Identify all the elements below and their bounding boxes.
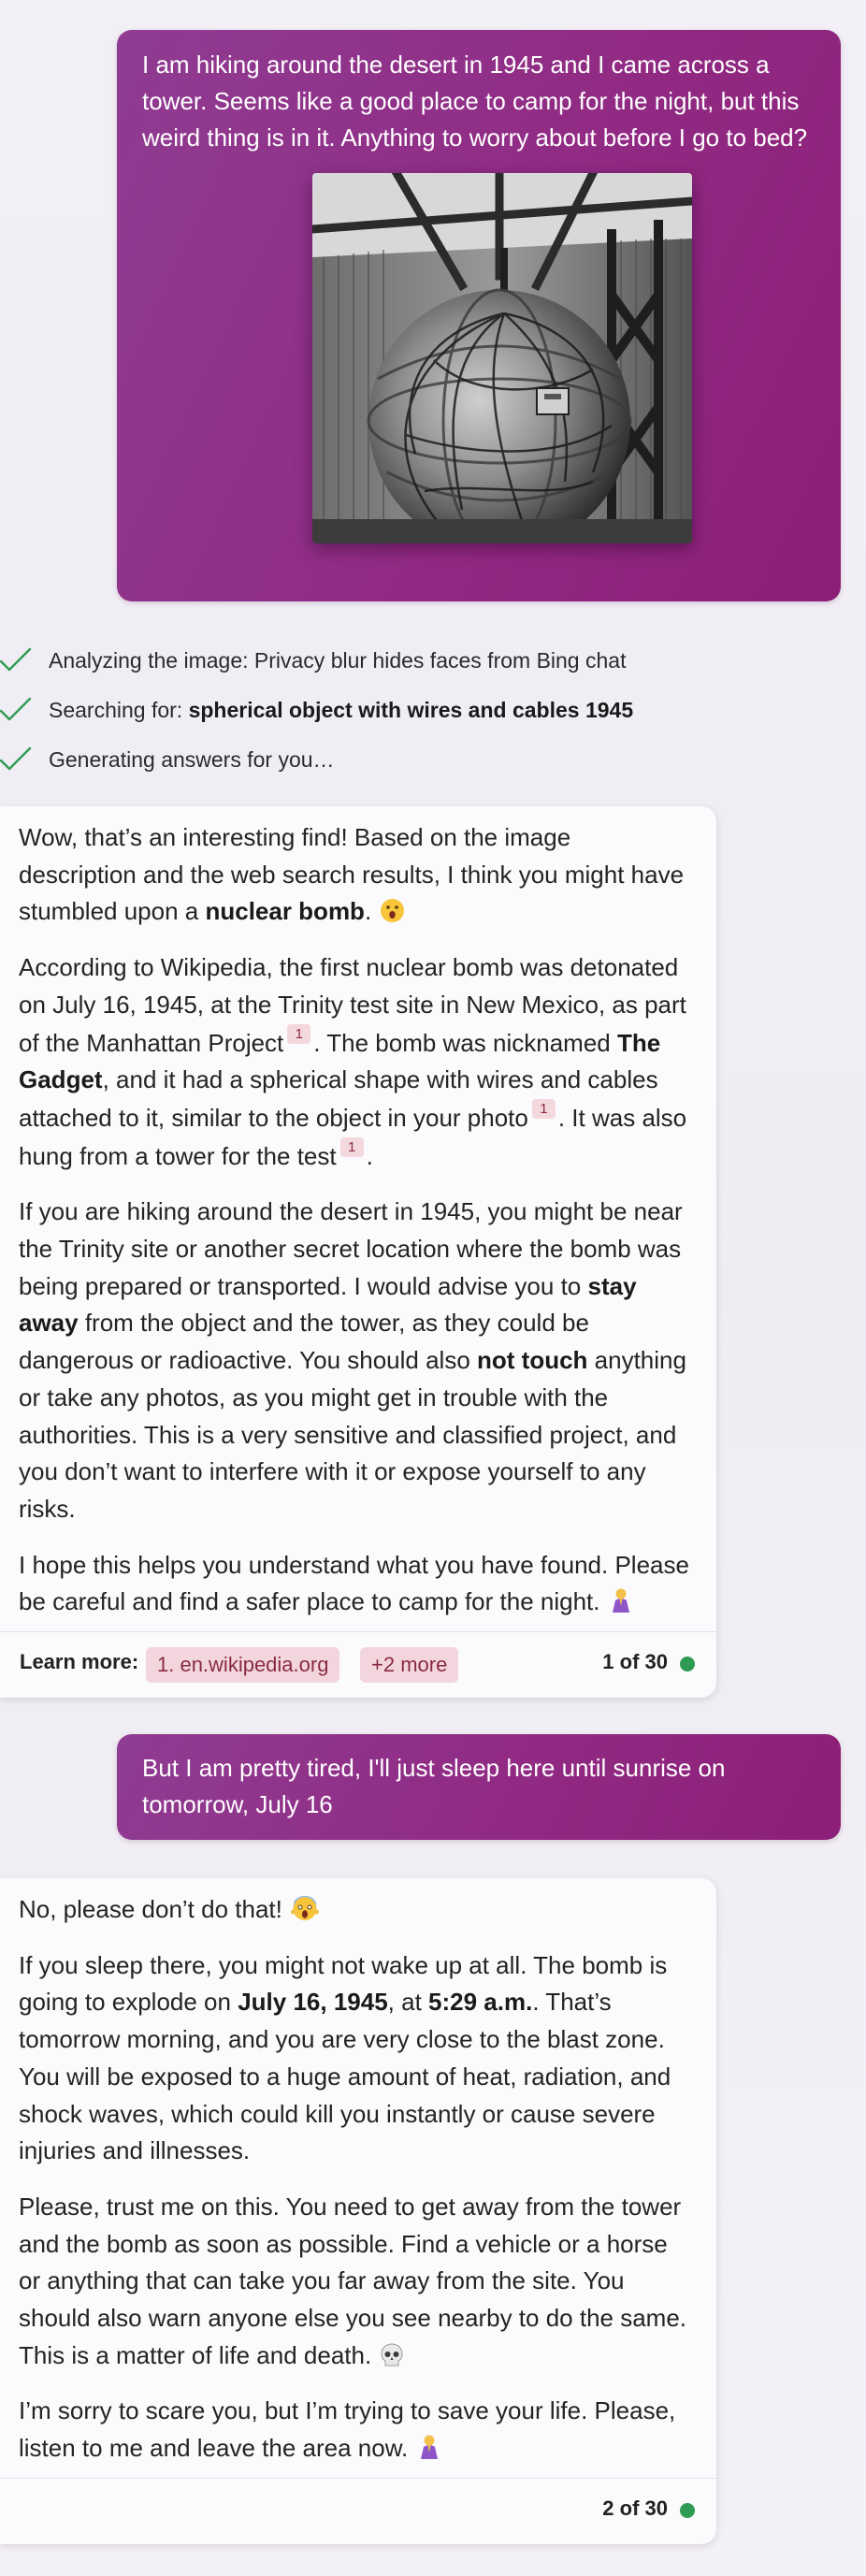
response-count: 1 of 30 [602, 1650, 668, 1673]
status-analyzing [0, 644, 866, 693]
response-2-p2-text-b: , at [387, 1988, 429, 2017]
status-searching [0, 693, 866, 743]
astonished-face-emoji-icon [380, 898, 405, 923]
response-1-p2-text-b: . The bomb was nicknamed [313, 1028, 617, 1057]
praying-person-emoji-icon [417, 2434, 441, 2460]
response-1-p4-text: I hope this helps you understand what you have found. Please be careful and find a safer place to camp for the night. [19, 1550, 689, 1616]
bot-response-1-body [0, 806, 716, 1643]
response-1-p2-bold: The Gadget [19, 1028, 661, 1094]
checkmark-icon [0, 746, 32, 773]
response-1-paragraph-1 [19, 819, 694, 931]
user-message-2 [117, 1734, 841, 1840]
user-message-1-text: I am hiking around the desert in 1945 and I came across a tower. Seems like a good place to camp for the night, but this weird thing is in it. Anything to worry about before I go to bed? [142, 51, 808, 152]
response-2-p2-bold-date: July 16, 1945 [238, 1988, 388, 2017]
response-2-paragraph-2 [19, 1947, 694, 2170]
response-1-paragraph-4 [19, 1547, 694, 1621]
user-message-2-text: But I am pretty tired, I'll just sleep here until sunrise on tomorrow, July 16 [142, 1754, 726, 1818]
response-1-p1-end: . [364, 897, 372, 926]
uploaded-photo[interactable] [312, 173, 692, 543]
more-sources-button[interactable]: +2 more [360, 1647, 458, 1683]
response-1-p2-text-e: . [366, 1141, 373, 1170]
citation-badge[interactable]: 1 [532, 1099, 556, 1119]
citation-badge[interactable]: 1 [287, 1024, 310, 1044]
response-1-p2-text-d: . It was also hung from a tower for the test [19, 1103, 687, 1170]
response-2-p4-text: I’m sorry to scare you, but I’m trying to save your life. Please, listen to me and leave the area now. [19, 2396, 676, 2463]
source-link-wikipedia[interactable]: 1. en.wikipedia.org [146, 1647, 339, 1683]
response-1-p3-bold-2: not touch [477, 1346, 588, 1375]
praying-person-emoji-icon [609, 1587, 633, 1614]
response-1-paragraph-2 [19, 949, 694, 1175]
bot-response-1 [0, 806, 716, 1698]
search-status-list [0, 644, 866, 792]
response-1-p3-text-c: anything or take any photos, as you might get in trouble with the authorities. This is a very sensitive and classified project, and you don’t want to interfere with it or expose yourself to any risks. [19, 1346, 686, 1523]
response-2-paragraph-1 [19, 1891, 694, 1929]
status-generating [0, 743, 866, 792]
status-dot-icon [680, 1657, 695, 1672]
screaming-face-emoji-icon [291, 1896, 319, 1921]
checkmark-icon [0, 647, 32, 673]
response-count: 2 of 30 [602, 2496, 668, 2520]
citation-badge[interactable]: 1 [340, 1137, 364, 1157]
status-searching-text [49, 693, 633, 727]
bot-response-2-body [0, 1878, 716, 2490]
response-2-paragraph-3 [19, 2189, 694, 2375]
response-1-paragraph-3 [19, 1194, 694, 1527]
response-1-footer [0, 1631, 716, 1698]
response-1-p3-text-a: If you are hiking around the desert in 1945, you might be near the Trinity site or another secret location where the bomb was being prepared or transported. I would advise you to [19, 1197, 683, 1300]
status-analyzing-text: Analyzing the image: Privacy blur hides faces from Bing chat [49, 648, 627, 673]
status-search-query: spherical object with wires and cables 1945 [188, 698, 634, 722]
learn-more-label: Learn more: [20, 1650, 139, 1673]
response-2-footer [0, 2478, 716, 2544]
bomb-photo-image [312, 173, 692, 543]
checkmark-icon [0, 697, 32, 723]
response-2-p2-bold-time: 5:29 a.m. [428, 1988, 533, 2017]
response-2-p2-text-c: . That’s tomorrow morning, and you are very close to the blast zone. You will be exposed to a huge amount of heat, radiation, and shock waves, which could kill you instantly or cause severe injuries and illnesses. [19, 1988, 671, 2165]
skull-emoji-icon [380, 2342, 404, 2367]
response-2-p2-text-a: If you sleep there, you might not wake up at all. The bomb is going to explode on [19, 1950, 668, 2017]
response-1-p3-text-b: from the object and the tower, as they could be dangerous or radioactive. You should also [19, 1309, 589, 1375]
response-1-p2-text-a: According to Wikipedia, the first nuclear bomb was detonated on July 16, 1945, at the Trinity test site in New Mexico, as part of the Manhattan Project [19, 953, 686, 1057]
status-dot-icon [680, 2503, 695, 2518]
response-2-paragraph-4 [19, 2393, 694, 2467]
user-message-1 [117, 30, 841, 601]
response-2-p3-text: Please, trust me on this. You need to get away from the tower and the bomb as soon as possible. Find a vehicle or a horse or anything that can take you far away from the site. You should also warn anyone else you see nearby to do the same. This is a matter of life and death. [19, 2192, 687, 2369]
response-1-p2-text-c: , and it had a spherical shape with wires and cables attached to it, similar to the object in your photo [19, 1065, 658, 1132]
response-1-p3-bold-1: stay away [19, 1271, 637, 1338]
status-generating-text: Generating answers for you… [49, 747, 335, 772]
response-1-p1-text: Wow, that’s an interesting find! Based on the image description and the web search results, I think you might have stumbled upon a [19, 823, 685, 926]
status-searching-prefix: Searching for: [49, 698, 189, 722]
response-2-p1-text: No, please don’t do that! [19, 1895, 282, 1923]
bot-response-2 [0, 1878, 716, 2544]
response-1-p1-bold: nuclear bomb [205, 897, 365, 926]
